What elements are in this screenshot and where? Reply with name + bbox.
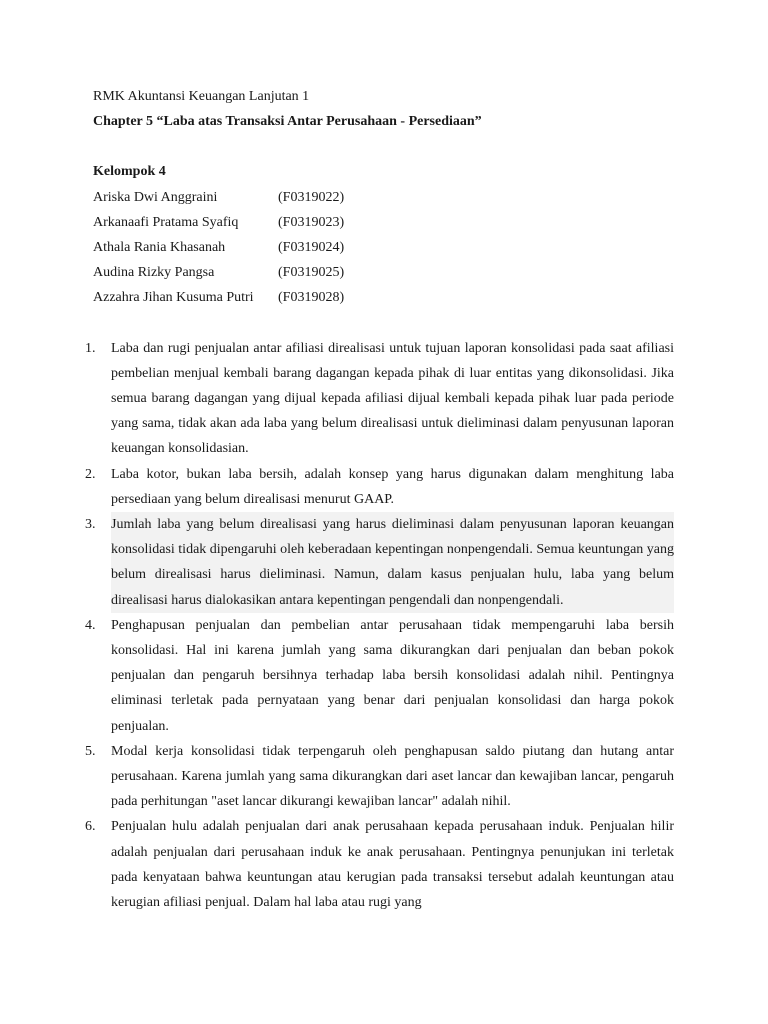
member-id: (F0319024) <box>278 240 345 256</box>
member-row <box>93 185 674 210</box>
item-text: Penjualan hulu adalah penjualan dari anak perusahaan kepada perusahaan induk. Penjualan hilir adalah penjualan dari perusahaan induk ke anak perusahaan. Pentingnya penunjukan ini terletak pada kenyataan bahwa keuntungan atau kerugian pada transaksi tersebut adalah keuntungan atau kerugian afiliasi penjual. Dalam hal laba atau rugi yang <box>111 819 674 911</box>
member-id: (F0319028) <box>278 290 345 306</box>
group-heading: Kelompok 4 <box>93 164 166 180</box>
member-row <box>93 285 674 310</box>
item-number: 4. <box>85 617 96 633</box>
item-text: Laba kotor, bukan laba bersih, adalah konsep yang harus digunakan dalam menghitung laba persediaan yang belum direalisasi menurut GAAP. <box>111 466 674 507</box>
member-row <box>93 235 674 260</box>
item-text: Modal kerja konsolidasi tidak terpengaruh oleh penghapusan saldo piutang dan hutang antar perusahaan. Karena jumlah yang sama dikurangkan dari aset lancar dan kewajiban lancar, pengaruh pada perhitungan "aset lancar dikurangi kewajiban lancar" adalah nihil. <box>111 743 674 810</box>
list-item <box>85 512 674 613</box>
list-item <box>85 814 674 915</box>
list-item <box>85 462 674 512</box>
item-number: 3. <box>85 517 96 533</box>
member-row <box>93 260 674 285</box>
item-text: Laba dan rugi penjualan antar afiliasi direalisasi untuk tujuan laporan konsolidasi pada saat afiliasi pembelian menjual kembali barang dagangan kepada pihak di luar entitas yang dikonsolidasi. Jika semua barang dagangan yang dijual kepada afiliasi dijual kembali kepada pihak luar pada periode yang sama, tidak akan ada laba yang belum direalisasi untuk dieliminasi dalam penyusunan laporan keuangan konsolidasian. <box>111 340 674 457</box>
item-text: Jumlah laba yang belum direalisasi yang harus dieliminasi dalam penyusunan laporan keuangan konsolidasi tidak dipengaruhi oleh keberadaan kepentingan nonpengendali. Semua keuntungan yang belum direalisasi harus dieliminasi. Namun, dalam kasus penjualan hulu, laba yang belum direalisasi harus dialokasikan antara kepentingan pengendali dan nonpengendali. <box>111 512 674 613</box>
chapter-title: Chapter 5 “Laba atas Transaksi Antar Perusahaan - Persediaan” <box>93 114 482 130</box>
document-title: RMK Akuntansi Keuangan Lanjutan 1 <box>93 89 310 104</box>
member-name: Azzahra Jihan Kusuma Putri <box>93 290 254 306</box>
item-number: 2. <box>85 466 96 482</box>
member-name: Ariska Dwi Anggraini <box>93 189 218 205</box>
item-text: Penghapusan penjualan dan pembelian antar perusahaan tidak mempengaruhi laba bersih konsolidasi. Hal ini karena jumlah yang sama dikurangkan dari penjualan dan beban pokok penjualan dan pengaruh bersihnya terhadap laba bersih konsolidasi adalah nihil. Pentingnya eliminasi terletak pada pernyataan yang benar dari penjualan konsolidasi dan harga pokok penjualan. <box>111 617 674 734</box>
item-number: 6. <box>85 819 96 835</box>
member-name: Audina Rizky Pangsa <box>93 265 215 281</box>
answer-list <box>85 336 674 916</box>
member-row <box>93 210 674 235</box>
member-name: Arkanaafi Pratama Syafiq <box>93 214 239 230</box>
list-item <box>85 336 674 462</box>
document-content <box>85 84 674 915</box>
list-item <box>85 613 674 739</box>
list-item <box>85 739 674 815</box>
member-id: (F0319025) <box>278 265 345 281</box>
member-id: (F0319022) <box>278 189 345 205</box>
item-number: 5. <box>85 743 96 759</box>
item-number: 1. <box>85 340 96 356</box>
member-id: (F0319023) <box>278 214 345 230</box>
member-name: Athala Rania Khasanah <box>93 240 226 256</box>
